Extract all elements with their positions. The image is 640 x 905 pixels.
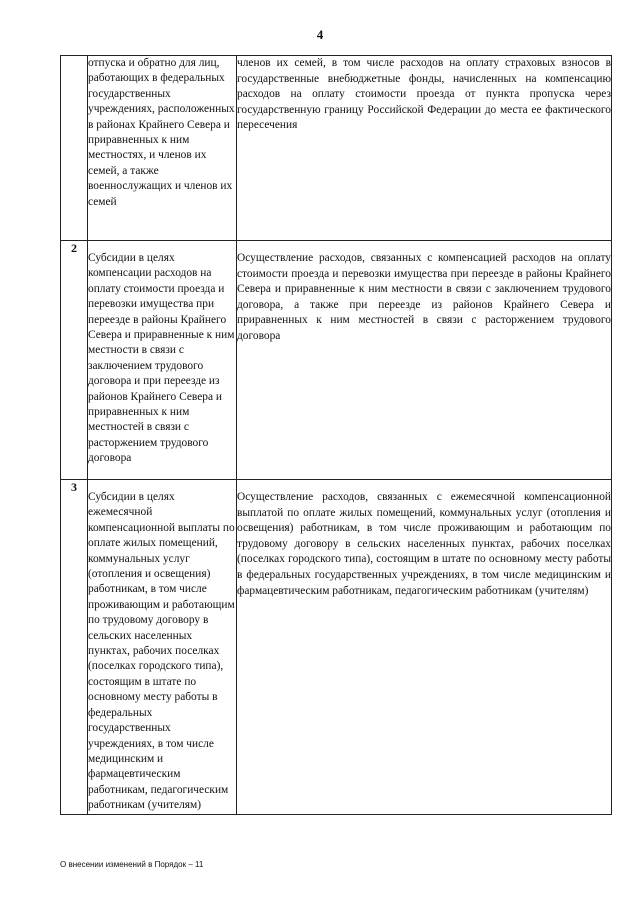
- document-table: [60, 55, 612, 815]
- row-description: Осуществление расходов, связанных с ежемесячной компенсационной выплатой по оплате жилых помещений, коммунальных услуг (отопления и освещения) работникам, в том числе проживающим и работающим по трудовому договору в сельских населенных пунктах, рабочих поселках (поселках городского типа), состоящим в штате по основному месту работы в федеральных государственных учреждениях, в том числе медицинским и фармацевтическим работникам, педагогическим работникам (учителям): [237, 480, 612, 815]
- row-number: [61, 56, 88, 241]
- table-row: [61, 241, 612, 480]
- page-number: 4: [316, 27, 324, 42]
- row-description: Осуществление расходов, связанных с компенсацией расходов на оплату стоимости проезда и перевозки имущества при переезде в районы Крайнего Севера и приравненные к ним местности в связи с заключением трудового договора, а также при переезде из районов Крайнего Севера и приравненных к ним местностей в связи с расторжением трудового договора: [237, 241, 612, 480]
- row-number: 2: [61, 241, 88, 480]
- table-row: [61, 480, 612, 815]
- row-subject: Субсидии в целях компенсации расходов на оплату стоимости проезда и перевозки имущества при переезде в районы Крайнего Севера и приравненные к ним местности в связи с заключением трудового договора и при переезде из районов Крайнего Севера и приравненных к ним местностей в связи с расторжением трудового договора: [88, 241, 237, 480]
- table-row: [61, 56, 612, 241]
- row-number: 3: [61, 480, 88, 815]
- row-description: членов их семей, в том числе расходов на оплату страховых взносов в государственные внебюджетные фонды, начисленных на компенсацию расходов на оплату стоимости проезда от пункта пропуска через государственную границу Российской Федерации до места ее фактического пересечения: [237, 56, 612, 241]
- row-subject: Субсидии в целях ежемесячной компенсационной выплаты по оплате жилых помещений, коммунальных услуг (отопления и освещения) работникам, в том числе проживающим и работающим по трудовому договору в сельских населенных пунктах, рабочих поселках (поселках городского типа), состоящим в штате по основному месту работы в федеральных государственных учреждениях, в том числе медицинским и фармацевтическим работникам, педагогическим работникам (учителям): [88, 480, 237, 815]
- footer-note: О внесении изменений в Порядок – 11: [60, 860, 204, 869]
- row-subject: отпуска и обратно для лиц, работающих в федеральных государственных учреждениях, расположенных в районах Крайнего Севера и приравненных к ним местностях, и членов их семей, а также военнослужащих и членов их семей: [88, 56, 237, 241]
